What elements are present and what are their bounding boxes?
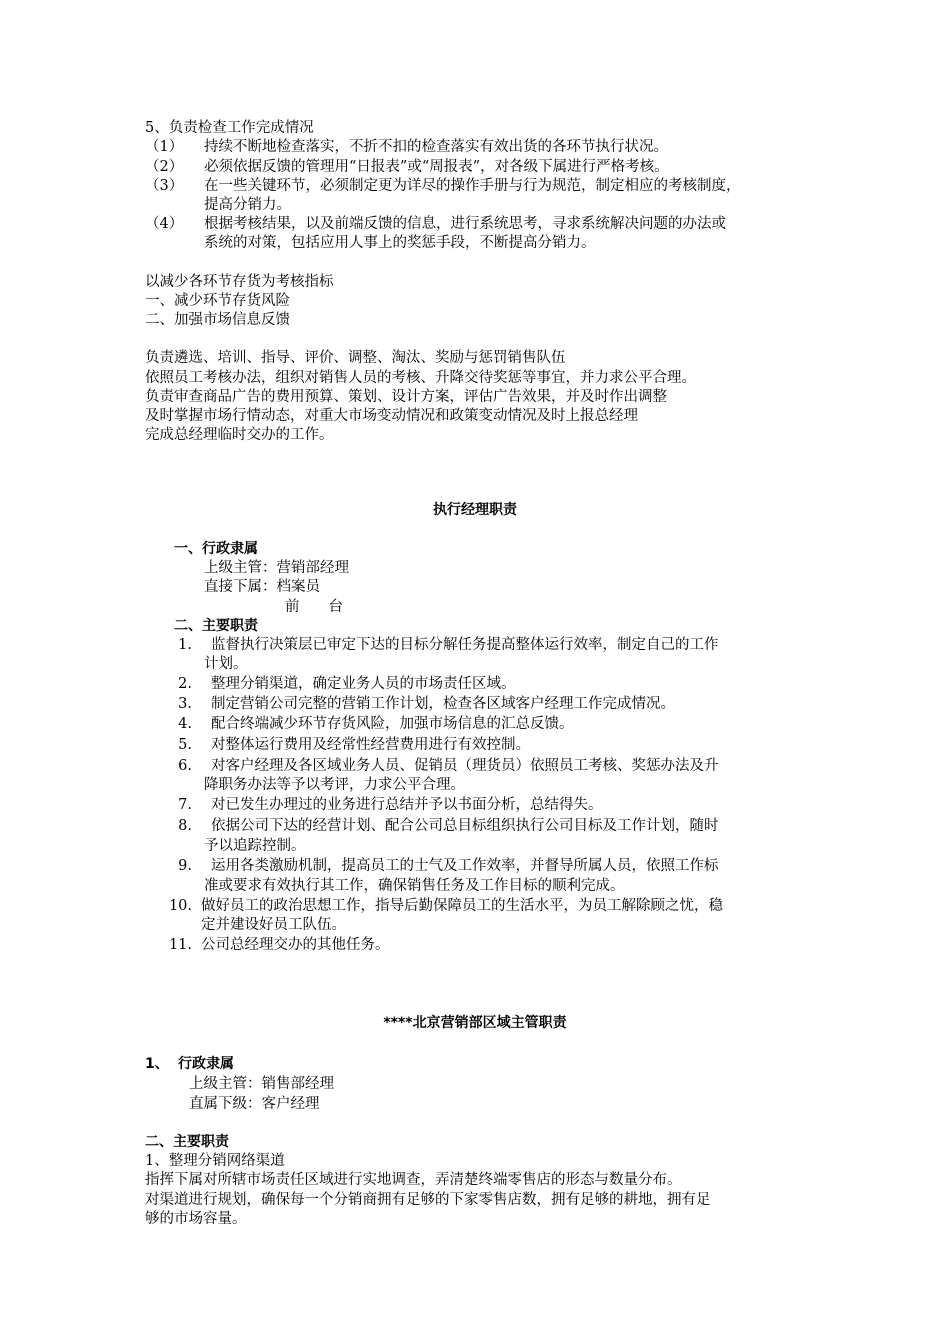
exec-item-text: 依据公司下达的经营计划、配合公司总目标组织执行公司目标及工作计划，随时 — [211, 818, 719, 834]
exec-item-text: 计划。 — [204, 656, 248, 672]
region-paragraph: 指挥下属对所辖市场责任区域进行实地调查，弄清楚终端零售店的形态与数量分布。 — [145, 1172, 682, 1188]
exec-item-text: 对整体运行费用及经常性经营费用进行有效控制。 — [211, 737, 530, 753]
region-title: ****北京营销部区域主管职责 — [383, 1015, 567, 1031]
exec-item-text: 整理分销渠道，确定业务人员的市场责任区域。 — [211, 676, 516, 692]
list-item-number: （3） — [145, 178, 184, 194]
region-admin-heading: 行政隶属 — [178, 1056, 234, 1072]
list-item-text: 提高分销力。 — [204, 197, 291, 213]
exec-item-number: 11. — [168, 937, 192, 953]
exec-item-number: 4. — [178, 716, 192, 732]
exec-item-number: 3. — [178, 696, 192, 712]
exec-admin-heading: 一、行政隶属 — [174, 541, 258, 557]
exec-item-text: 降职务办法等予以考评，力求公平合理。 — [204, 777, 465, 793]
exec-main-heading: 二、主要职责 — [174, 618, 258, 634]
duty-line: 负责遴选、培训、指导、评价、调整、淘汰、奖励与惩罚销售队伍 — [145, 350, 566, 366]
list-item-text: 根据考核结果，以及前端反馈的信息，进行系统思考，寻求系统解决问题的办法或 — [204, 216, 726, 232]
exec-item-number: 8. — [178, 818, 192, 834]
inventory-line: 一、减少环节存货风险 — [145, 293, 290, 309]
exec-item-number: 10. — [168, 898, 192, 914]
exec-item-number: 6. — [178, 758, 192, 774]
exec-item-text: 对已发生办理过的业务进行总结并予以书面分析，总结得失。 — [211, 797, 603, 813]
exec-item-text: 定并建设好员工队伍。 — [201, 917, 346, 933]
exec-item-number: 5. — [178, 737, 192, 753]
list-item-text: 系统的对策，包括应用人事上的奖惩手段，不断提高分销力。 — [204, 235, 596, 251]
exec-item-text: 配合终端减少环节存货风险，加强市场信息的汇总反馈。 — [211, 716, 574, 732]
duty-line: 依照员工考核办法，组织对销售人员的考核、升降交待奖惩等事宜，并力求公平合理。 — [145, 370, 696, 386]
region-superior: 上级主管：销售部经理 — [189, 1076, 334, 1092]
region-main-heading: 二、主要职责 — [145, 1134, 229, 1150]
exec-item-text: 做好员工的政治思想工作，指导后勤保障员工的生活水平，为员工解除顾之忧，稳 — [201, 898, 723, 914]
exec-item-number: 2. — [178, 676, 192, 692]
exec-item-text: 制定营销公司完整的营销工作计划，检查各区域客户经理工作完成情况。 — [211, 696, 675, 712]
inventory-line: 以减少各环节存货为考核指标 — [145, 274, 334, 290]
duty-line: 及时掌握市场行情动态，对重大市场变动情况和政策变动情况及时上报总经理 — [145, 408, 638, 424]
exec-item-text: 监督执行决策层已审定下达的目标分解任务提高整体运行效率，制定自己的工作 — [211, 637, 719, 653]
exec-title: 执行经理职责 — [433, 502, 517, 518]
region-admin-number: 1、 — [145, 1056, 169, 1072]
list-item-text: 持续不断地检查落实，不折不扣的检查落实有效出货的各环节执行状况。 — [204, 139, 668, 155]
duty-line: 负责审查商品广告的费用预算、策划、设计方案，评估广告效果，并及时作出调整 — [145, 389, 667, 405]
exec-item-text: 予以追踪控制。 — [204, 838, 306, 854]
exec-item-number: 9. — [178, 858, 192, 874]
exec-item-text: 运用各类激励机制，提高员工的士气及工作效率，并督导所属人员，依照工作标 — [211, 858, 719, 874]
duty-line: 完成总经理临时交办的工作。 — [145, 427, 334, 443]
section5-heading: 5、负责检查工作完成情况 — [145, 120, 314, 136]
region-subheading: 1、整理分销网络渠道 — [145, 1153, 285, 1169]
region-paragraph: 对渠道进行规划，确保每一个分销商拥有足够的下家零售店数，拥有足够的耕地，拥有足 — [145, 1192, 711, 1208]
region-subordinate: 直属下级：客户经理 — [189, 1096, 320, 1112]
exec-item-number: 1. — [178, 637, 192, 653]
exec-item-text: 准或要求有效执行其工作，确保销售任务及工作目标的顺利完成。 — [204, 878, 625, 894]
exec-direct: 直接下属：档案员 — [204, 579, 320, 595]
exec-item-text: 对客户经理及各区域业务人员、促销员（理货员）依照员工考核、奖惩办法及升 — [211, 758, 719, 774]
list-item-number: （4） — [145, 216, 184, 232]
list-item-text: 必须依据反馈的管理用“日报表”或“周报表”，对各级下属进行严格考核。 — [204, 159, 669, 175]
list-item-number: （1） — [145, 139, 184, 155]
region-paragraph: 够的市场容量。 — [145, 1211, 247, 1227]
exec-superior: 上级主管：营销部经理 — [204, 560, 349, 576]
list-item-number: （2） — [145, 159, 184, 175]
inventory-line: 二、加强市场信息反馈 — [145, 312, 290, 328]
exec-item-text: 公司总经理交办的其他任务。 — [201, 937, 390, 953]
exec-item-number: 7. — [178, 797, 192, 813]
list-item-text: 在一些关键环节，必须制定更为详尽的操作手册与行为规范，制定相应的考核制度， — [204, 178, 741, 194]
exec-front-desk: 前 台 — [285, 599, 343, 615]
